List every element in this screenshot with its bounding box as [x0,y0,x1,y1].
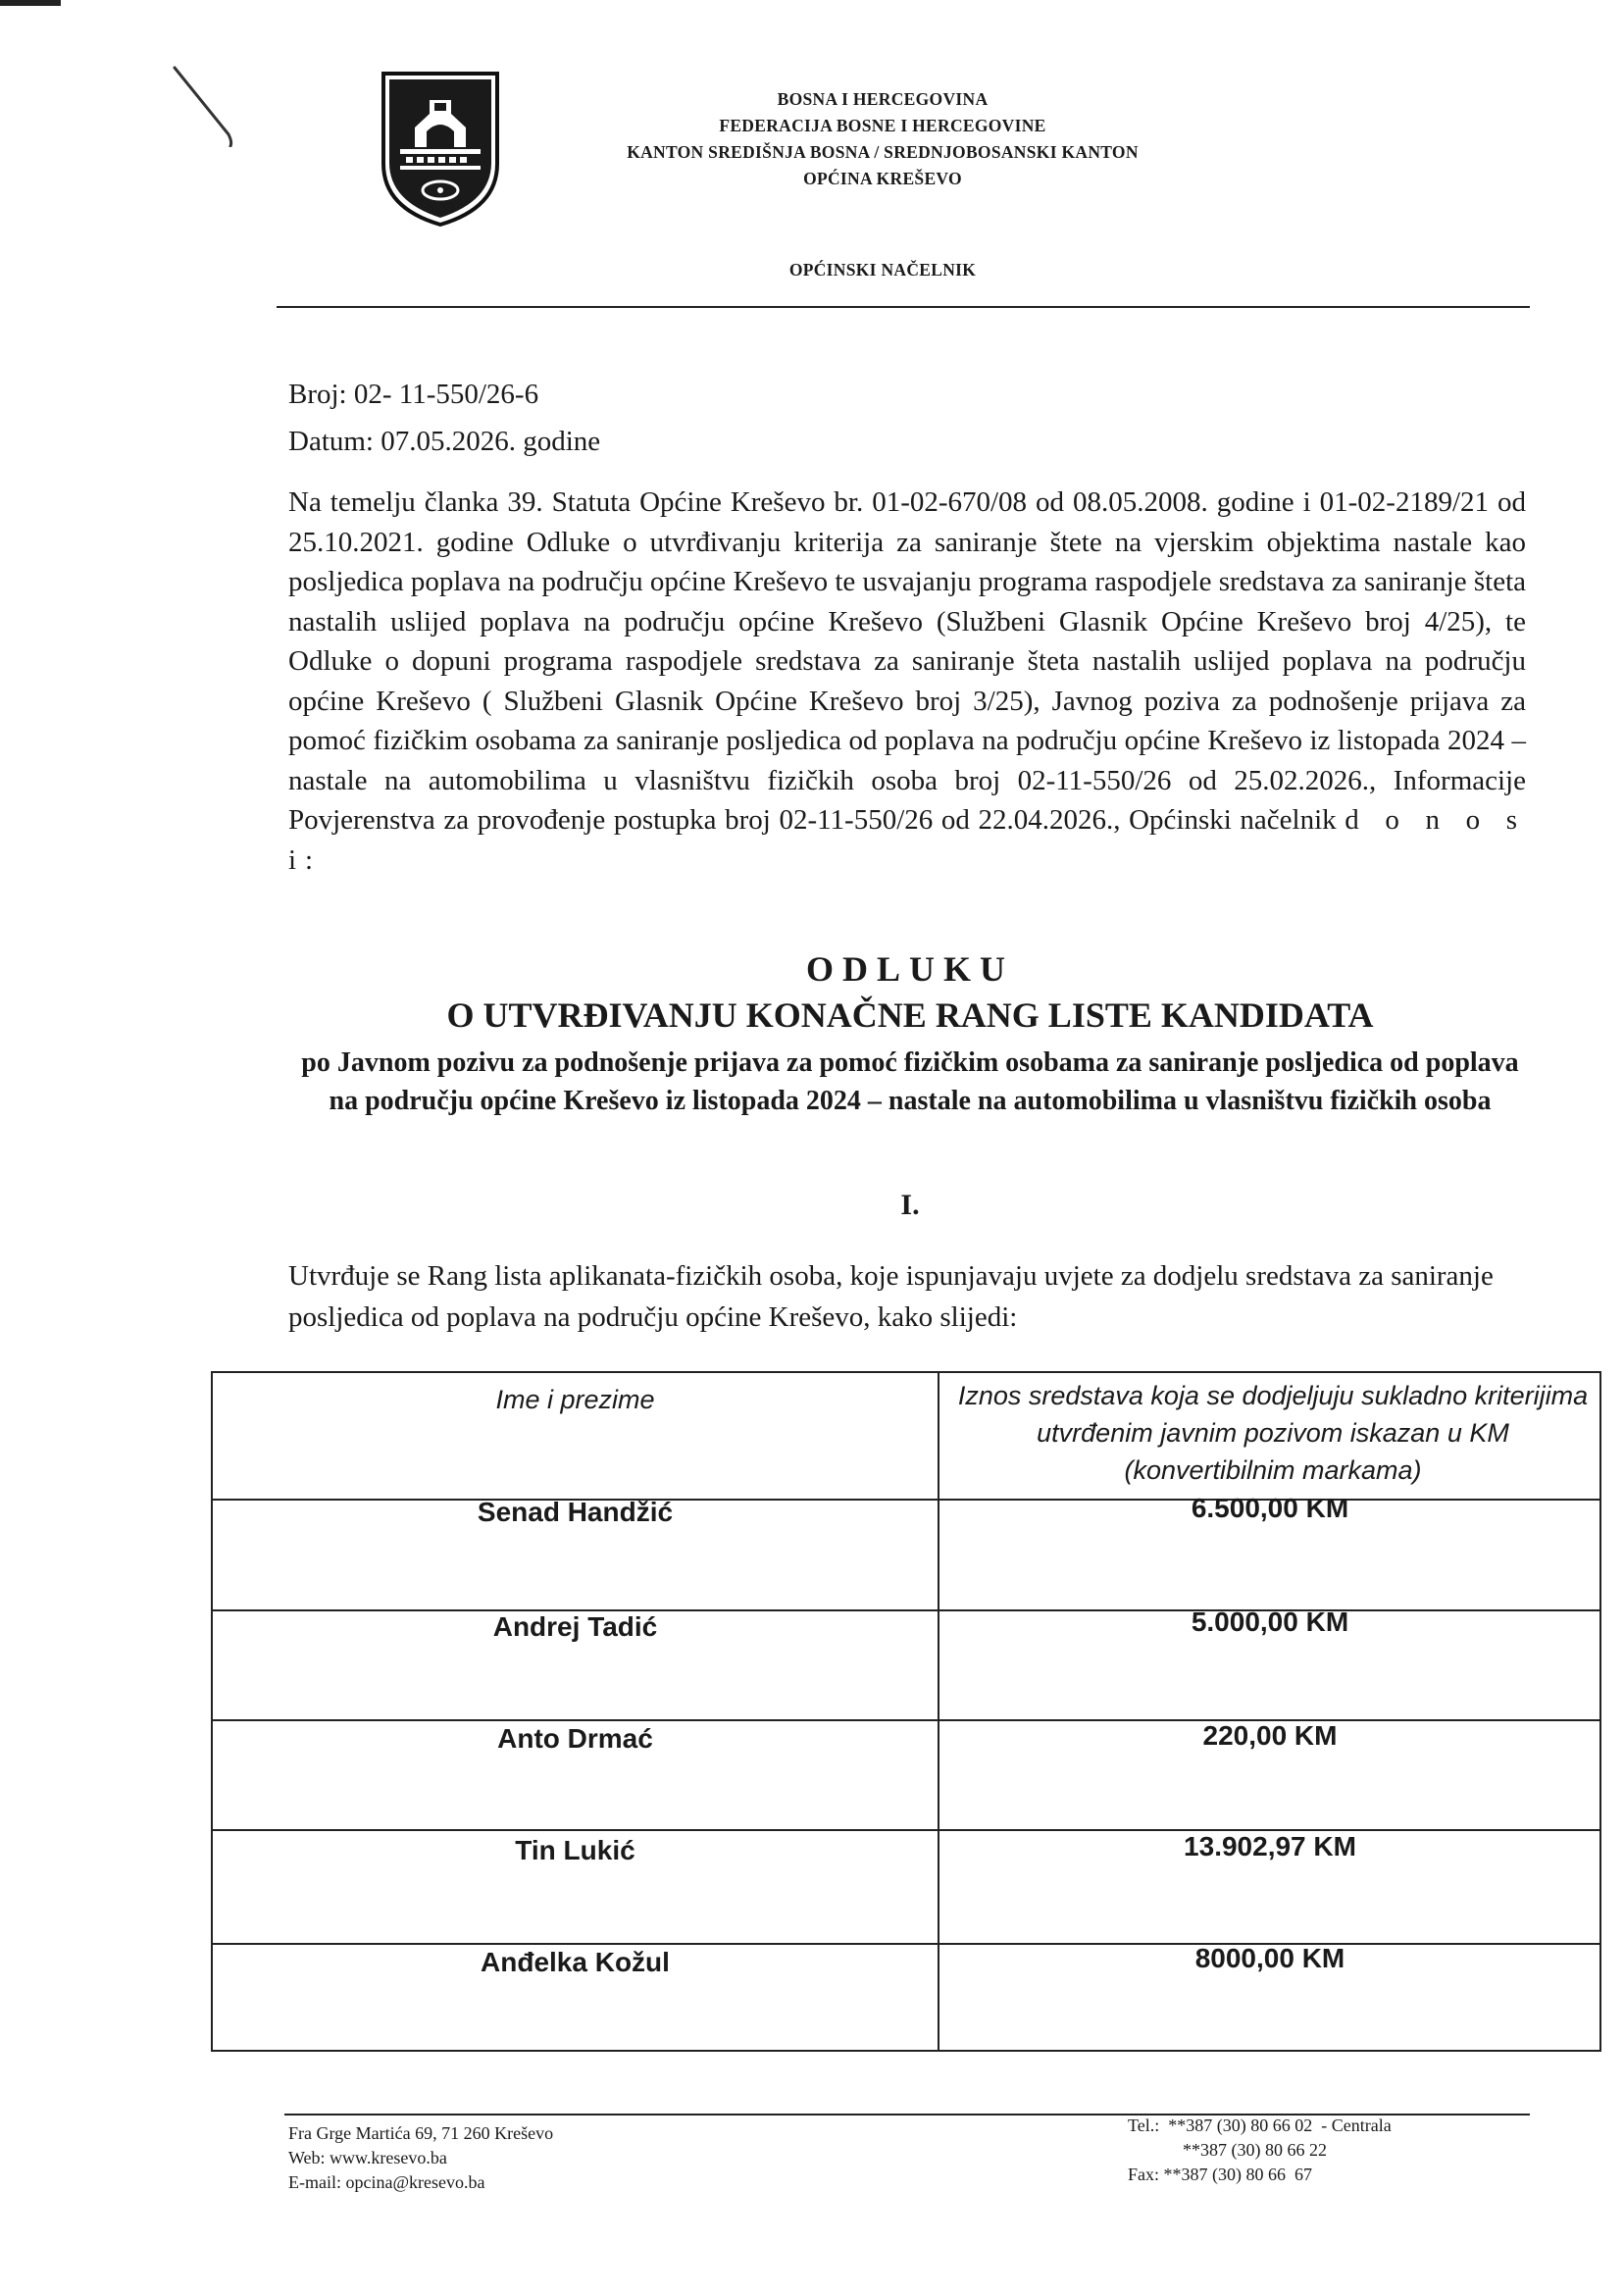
header-line-canton: KANTON SREDIŠNJA BOSNA / SREDNJOBOSANSKI KANTON [627,142,1139,162]
footer-fax-label: Fax: [1128,2165,1160,2184]
footer-web[interactable]: Web: www.kresevo.ba [288,2148,447,2167]
footer-contact-left [288,2121,553,2195]
table-header-name: Ime i prezime [495,1385,655,1414]
table-cell-name: Anto Drmać [497,1723,653,1754]
header-divider [277,306,1530,308]
table-cell-name: Senad Handžić [477,1497,674,1527]
decision-title: ODLUKU [805,949,1014,989]
decision-subtitle: O UTVRĐIVANJU KONAČNE RANG LISTE KANDIDATA [446,995,1374,1035]
scan-corner-mark [0,0,61,6]
decision-description: po Javnom pozivu za podnošenje prijava za pomoć fizičkim osobama za saniranje posljedica od poplava na području općine Kreševo iz listopada 2024 – nastale na automobilima u vlasništvu fizičkih osoba [301,1047,1519,1116]
office-title: OPĆINSKI NAČELNIK [788,260,977,280]
table-cell-amount: 5.000,00 KM [1191,1606,1349,1637]
footer-address: Fra Grge Martića 69, 71 260 Kreševo [288,2123,554,2143]
table-cell-amount: 8000,00 KM [1194,1943,1345,1973]
footer-contact-right [1128,2114,1392,2187]
footer-tel-central: **387 (30) 80 66 02 - Centrala [1168,2116,1392,2135]
reference-number: Broj: 02- 11-550/26-6 [288,379,539,410]
legal-preamble [288,483,1526,880]
table-cell-name: Tin Lukić [515,1835,635,1865]
table-cell-name: Andrej Tadić [492,1611,658,1642]
municipality-crest-icon [381,71,500,228]
footer-email[interactable]: E-mail: opcina@kresevo.ba [288,2172,485,2192]
section-intro: Utvrđuje se Rang lista aplikanata-fizičkih osoba, koje ispunjavaju uvjete za dodjelu sredstava za saniranje posljedica od poplava na području općine Kreševo, kako slijedi: [288,1260,1494,1333]
decision-heading [294,945,1526,1120]
table-column-divider [938,1371,939,2052]
table-header-amount: Iznos sredstava koja se dodjeljuju sukladno kriterijima utvrđenim javnim pozivom iskazan u KM (konvertibilnim markama) [957,1381,1589,1485]
header-line-country: BOSNA I HERCEGOVINA [777,89,989,109]
pen-stroke-mark [172,64,240,147]
document-meta [288,371,600,465]
table-cell-amount: 13.902,97 KM [1184,1831,1356,1861]
document-date: Datum: 07.05.2026. godine [288,426,601,457]
table-cell-amount: 6.500,00 KM [1191,1493,1349,1523]
preamble-verb: d o n o s i: [288,804,1526,876]
header-line-federation: FEDERACIJA BOSNE I HERCEGOVINE [719,116,1046,135]
footer-tel-label: Tel.: [1128,2116,1160,2135]
section-number: I. [900,1189,920,1221]
footer-tel-second: **387 (30) 80 66 22 [1183,2140,1327,2160]
header-line-municipality: OPĆINA KREŠEVO [803,169,962,188]
footer-fax: **387 (30) 80 66 67 [1163,2165,1313,2184]
preamble-text: Na temelju članka 39. Statuta Općine Kreševo br. 01-02-670/08 od 08.05.2008. godine i 01-02-2189/21 od 25.10.2021. godine Odluke o utvrđivanju kriterija za saniranje štete na vjerskim objektima nastale kao posljedica poplava na području općine Kreševo te usvajanju programa raspodjele sredstava za saniranje šteta nastalih uslijed poplava na području općine Kreševo (Službeni Glasnik Općine Kreševo broj 4/25), te Odluke o dopuni programa raspodjele sredstava za saniranje šteta nastalih uslijed poplava na području općine Kreševo ( Službeni Glasnik Općine Kreševo broj 3/25), Javnog poziva za podnošenje prijava za pomoć fizičkim osobama za saniranje posljedica od poplava na području općine Kreševo iz listopada 2024 – nastale na automobilima u vlasništvu fizičkih osoba broj 02-11-550/26 od 25.02.2026., Informacije Povjerenstva za provođenje postupka broj 02-11-550/26 od 22.04.2026., Općinski načelnik [288,486,1526,836]
table-cell-name: Anđelka Kožul [481,1947,670,1977]
letterhead [588,86,1177,192]
table-cell-amount: 220,00 KM [1202,1720,1338,1751]
